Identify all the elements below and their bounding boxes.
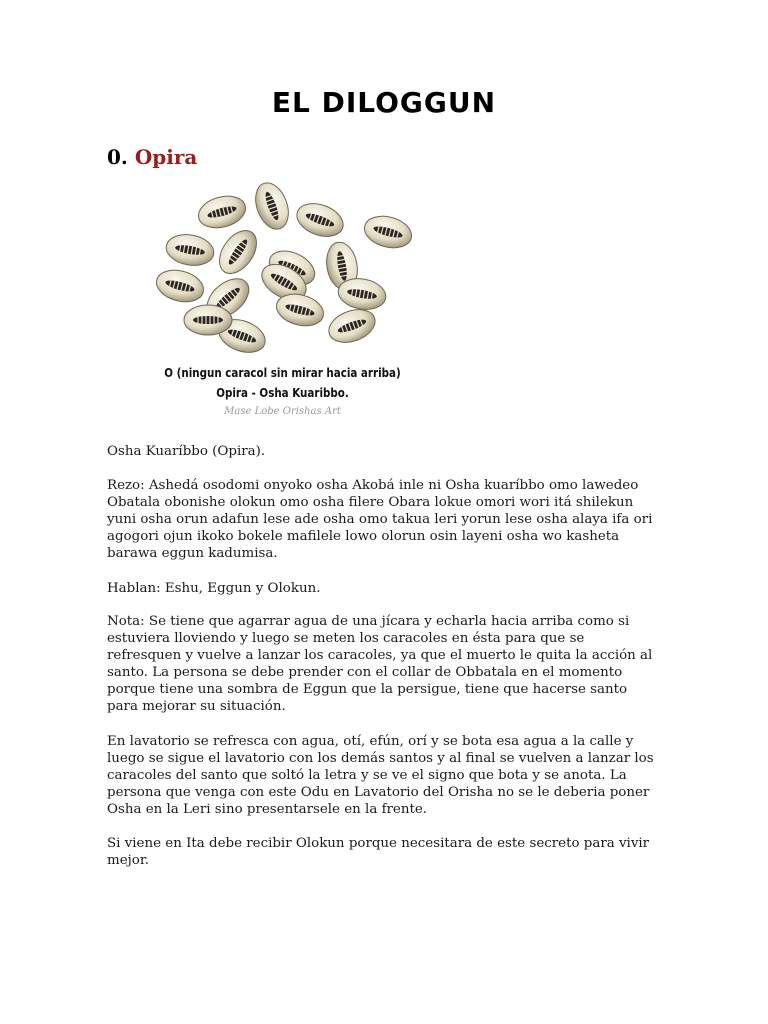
image-caption-line-1: O (ningun caracol sin mirar hacia arriba) [164, 366, 401, 380]
cowrie-shell [250, 180, 295, 234]
paragraph-lavatorio: En lavatorio se refresca con agua, otí, efún, orí y se bota esa agua a la calle y luego se sigue el lavatorio con los demás santos y al final se vuelven a lanzar los caracoles del santo que soltó la letra y se ve el signo que bota y se anota. La persona que venga con este Odu en Lavatorio del Orisha no se le deberia poner Osha en la Leri sino presentarsele en la frente. [107, 734, 654, 817]
cowrie-shell [324, 304, 379, 349]
cowrie-shell [164, 231, 216, 269]
paragraph-ita: Si viene en Ita debe recibir Olokun porque necesitara de este secreto para vivir mejor. [107, 836, 650, 868]
cowrie-shell [184, 305, 232, 335]
cowrie-shells-image [110, 180, 430, 430]
image-watermark: Mase Lobe Orishas Art [224, 406, 341, 417]
section-number: 0. [107, 145, 128, 169]
paragraph-nota: Nota: Se tiene que agarrar agua de una jícara y echarla hacia arriba como si estuviera lloviendo y luego se meten los caracoles en ésta para que se refresquen y vuelve a lanzar los caracoles, ya que el muerto le quita la acción al santo. La persona se debe prender con el collar de Obbatala en el momento porque tiene una sombra de Eggun que la persigue, tiene que hacerse santo para mejorar su situación. [107, 614, 653, 714]
cowrie-shell [292, 198, 347, 243]
section-heading [107, 145, 197, 169]
paragraph-rezo: Rezo: Ashedá osodomi onyoko osha Akobá inle ni Osha kuaríbbo omo lawedeo Obatala obonishe olokun omo osha filere Obara lokue omori wori itá shilekun yuni osha orun adafun lese ade osha omo takua leri yorun lese osha alaya ifa ori agogori ojun ikoko bokele mafilele lowo olorun osin layeni osha wo kasheta barawa eggun kadumisa. [107, 478, 653, 561]
cowrie-shell [153, 265, 207, 306]
cowrie-shell [361, 211, 415, 252]
paragraph-intro: Osha Kuaríbbo (Opira). [107, 444, 266, 459]
cowrie-shell [212, 224, 264, 281]
section-name: Opira [134, 145, 198, 169]
cowrie-shell [195, 191, 249, 232]
cowrie-shells-illustration [110, 180, 430, 360]
image-caption-line-2: Opira - Osha Kuaribbo. [216, 386, 349, 400]
paragraph-hablan: Hablan: Eshu, Eggun y Olokun. [107, 581, 321, 596]
document-title: EL DILOGGUN [271, 86, 497, 119]
